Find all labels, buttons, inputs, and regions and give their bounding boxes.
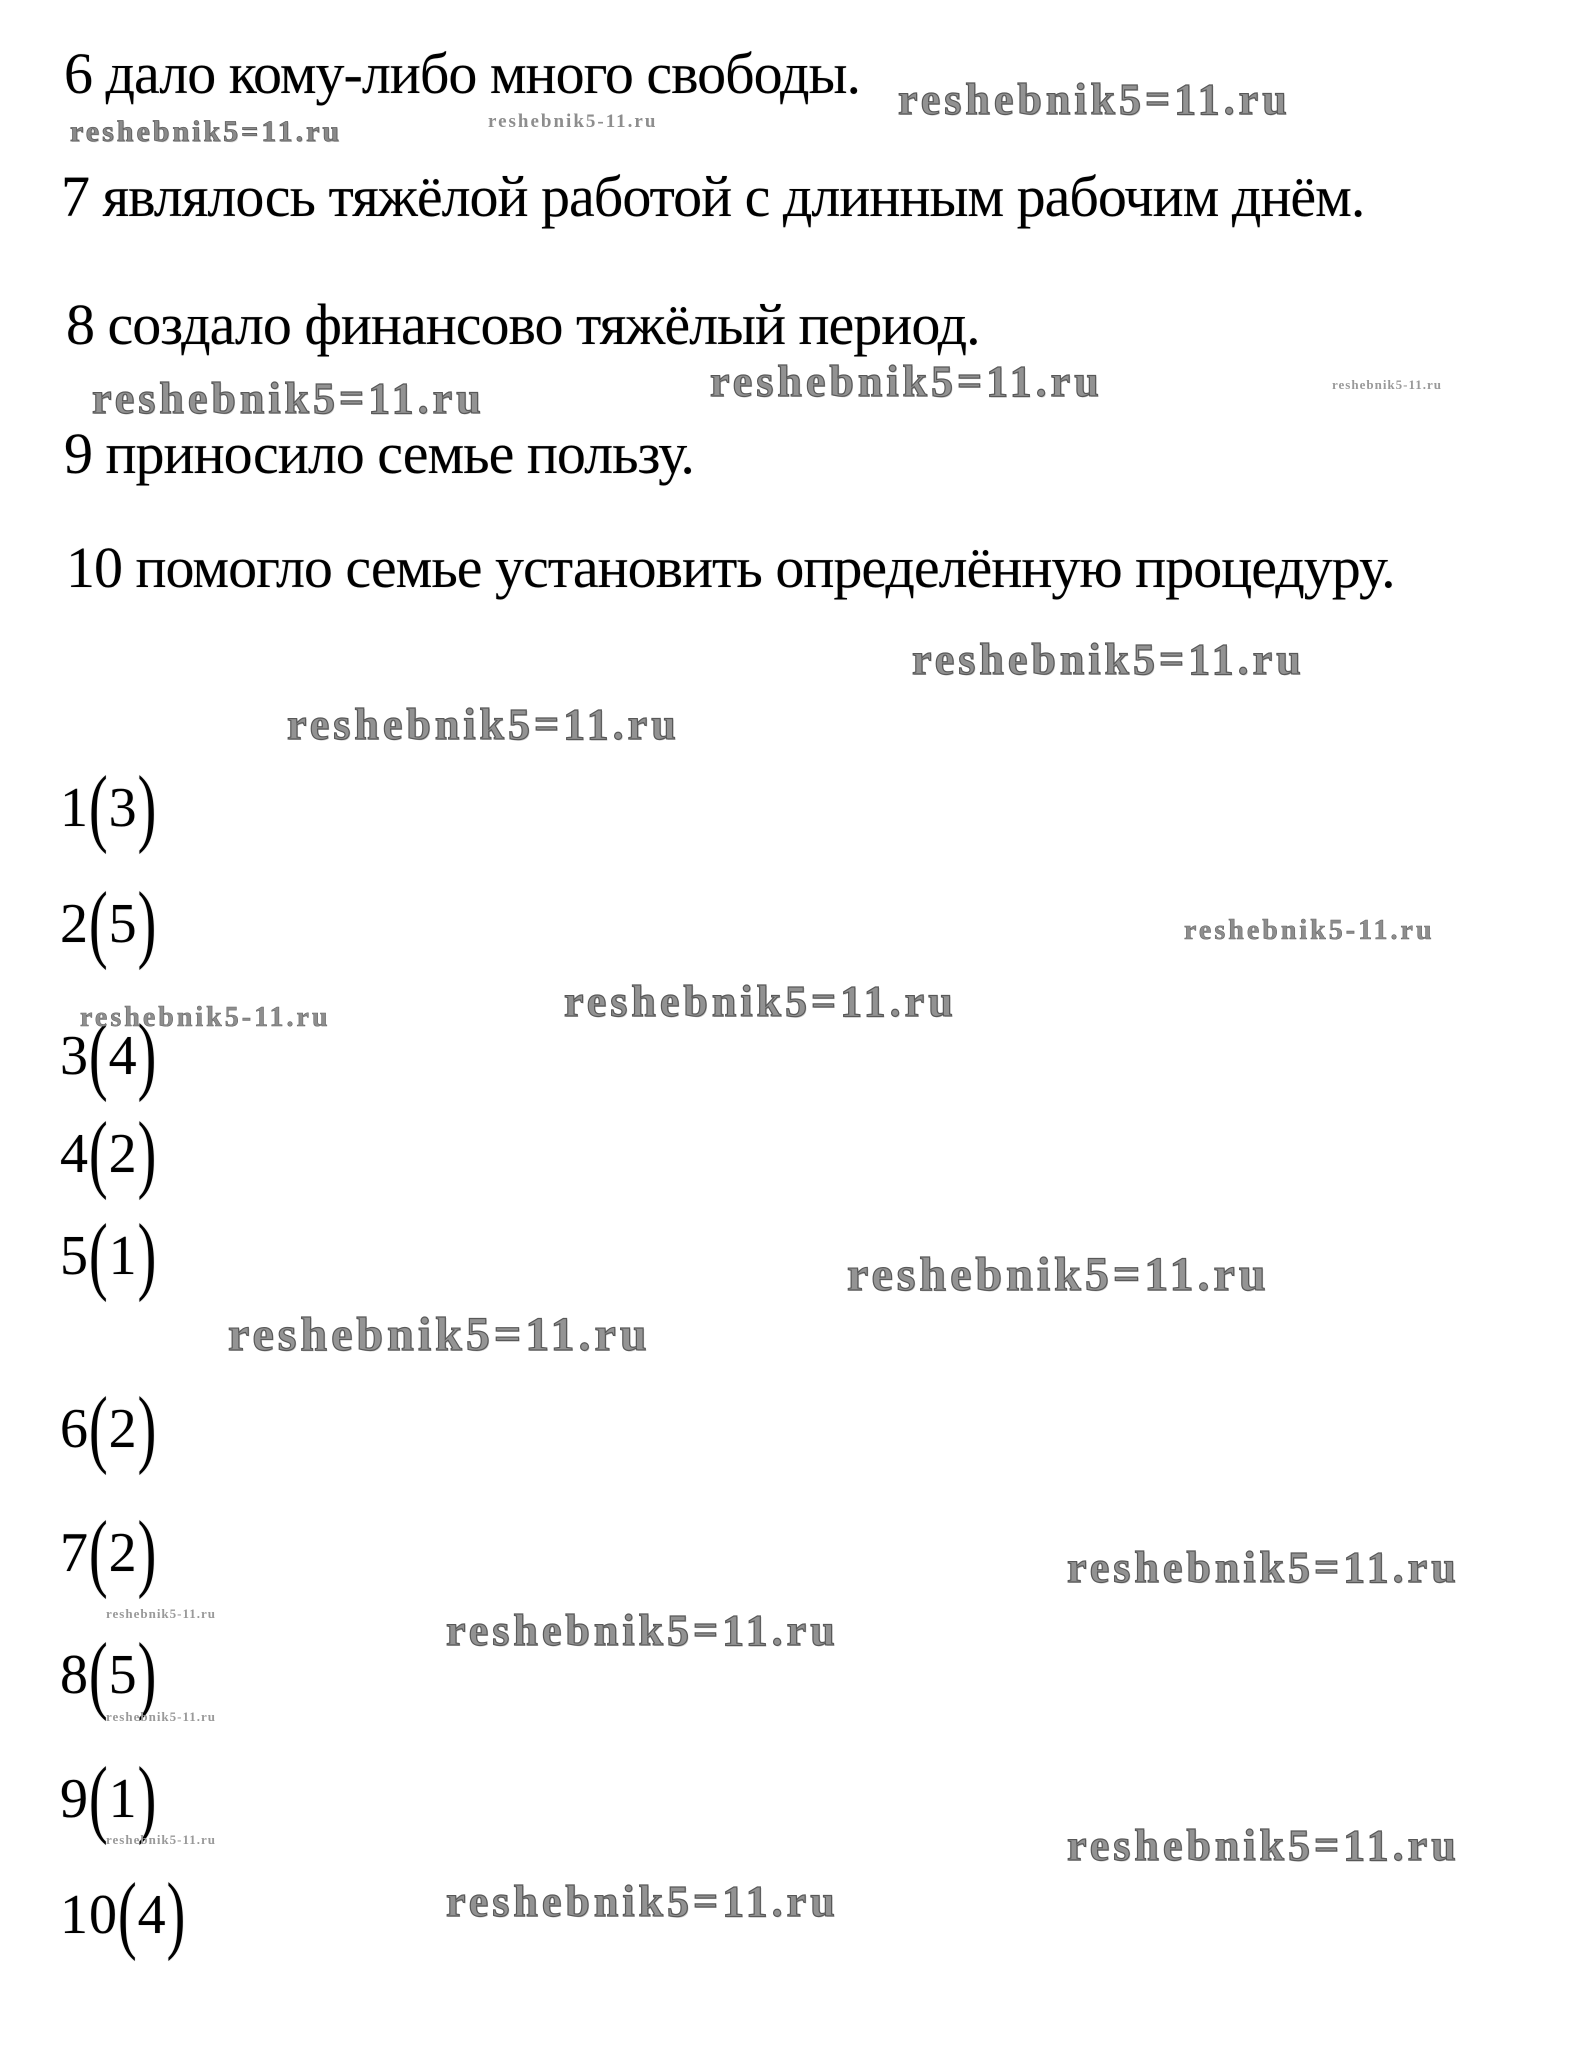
close-paren: ) [137, 1007, 158, 1104]
watermark: reshebnik5=11.ru [1067, 1543, 1460, 1592]
watermark: reshebnik5=11.ru [912, 635, 1305, 684]
watermark: reshebnik5-11.ru [106, 1606, 217, 1621]
watermark: reshebnik5=11.ru [898, 75, 1291, 124]
answer-9: 9(1) [60, 1750, 158, 1847]
watermark: reshebnik5=11.ru [847, 1248, 1270, 1301]
watermark: reshebnik5-11.ru [488, 111, 658, 132]
close-paren: ) [166, 1866, 187, 1963]
open-paren: ( [89, 1626, 109, 1723]
answer-4: 4(2) [60, 1105, 158, 1202]
watermark: reshebnik5-11.ru [106, 1832, 217, 1847]
watermark: reshebnik5-11.ru [1332, 377, 1443, 392]
answer-8: 8(5) [60, 1626, 158, 1723]
open-paren: ( [118, 1866, 138, 1963]
watermark: reshebnik5=11.ru [287, 700, 680, 749]
watermark: reshebnik5-11.ru [106, 1709, 217, 1724]
close-paren: ) [137, 759, 158, 856]
open-paren: ( [89, 875, 109, 972]
watermark: reshebnik5-11.ru [1184, 915, 1435, 946]
watermark: reshebnik5=11.ru [1067, 1821, 1460, 1870]
open-paren: ( [89, 1750, 109, 1847]
watermark: reshebnik5-11.ru [80, 1002, 331, 1033]
answer-sentence-10: 10 помогло семье установить определённую процедуру. [66, 535, 1395, 600]
open-paren: ( [89, 1380, 109, 1477]
watermark: reshebnik5=11.ru [228, 1308, 651, 1361]
watermark: reshebnik5=11.ru [70, 115, 343, 148]
close-paren: ) [137, 1626, 158, 1723]
open-paren: ( [89, 1504, 109, 1601]
close-paren: ) [137, 1750, 158, 1847]
watermark: reshebnik5=11.ru [446, 1606, 839, 1655]
answer-1: 1(3) [60, 759, 158, 856]
close-paren: ) [137, 1105, 158, 1202]
open-paren: ( [89, 759, 109, 856]
answer-5: 5(1) [60, 1207, 158, 1304]
watermark: reshebnik5=11.ru [710, 357, 1103, 406]
watermark: reshebnik5=11.ru [92, 374, 485, 423]
answer-7: 7(2) [60, 1504, 158, 1601]
answer-sentence-7: 7 являлось тяжёлой работой с длинным рабочим днём. [61, 164, 1365, 229]
answer-sentence-8: 8 создало финансово тяжёлый период. [66, 292, 980, 357]
close-paren: ) [137, 1207, 158, 1304]
watermark: reshebnik5=11.ru [564, 977, 957, 1026]
answer-sentence-6: 6 дало кому-либо много свободы. [64, 41, 860, 106]
close-paren: ) [137, 875, 158, 972]
answer-3: 3(4) [60, 1007, 158, 1104]
answer-6: 6(2) [60, 1380, 158, 1477]
open-paren: ( [89, 1007, 109, 1104]
watermark: reshebnik5=11.ru [446, 1877, 839, 1926]
answer-sentence-9: 9 приносило семье пользу. [64, 421, 694, 486]
close-paren: ) [137, 1504, 158, 1601]
answer-2: 2(5) [60, 875, 158, 972]
answer-10: 10(4) [60, 1866, 187, 1963]
close-paren: ) [137, 1380, 158, 1477]
open-paren: ( [89, 1105, 109, 1202]
open-paren: ( [89, 1207, 109, 1304]
